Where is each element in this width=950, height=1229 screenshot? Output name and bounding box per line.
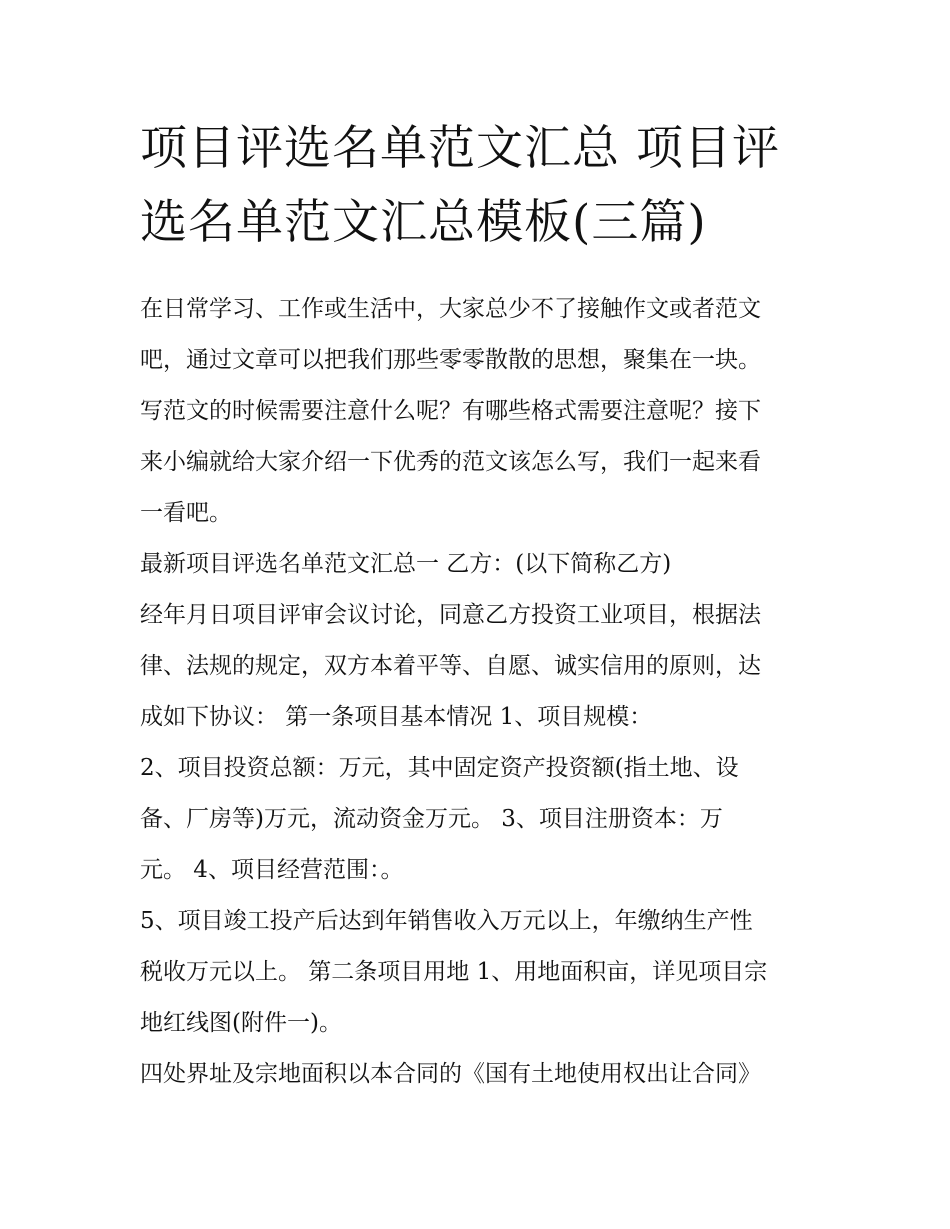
text-line: 备、厂房等)万元，流动资金万元。 3、项目注册资本：万	[140, 806, 723, 832]
text-line: 最新项目评选名单范文汇总一 乙方：(以下简称乙方)	[140, 551, 672, 577]
text-line: 来小编就给大家介绍一下优秀的范文该怎么写，我们一起来看	[140, 449, 761, 475]
text-line: 经年月日项目评审会议讨论，同意乙方投资工业项目，根据法	[140, 602, 761, 628]
text-line: 元。 4、项目经营范围：。	[140, 857, 404, 883]
document-page	[140, 112, 812, 1100]
text-line: 2、项目投资总额：万元，其中固定资产投资额(指土地、设	[140, 755, 739, 781]
investment-paragraph	[140, 743, 812, 896]
text-line: 税收万元以上。 第二条项目用地 1、用地面积亩，详见项目宗	[140, 959, 768, 985]
section-heading-paragraph	[140, 539, 812, 590]
revenue-land-paragraph	[140, 896, 812, 1049]
text-line: 律、法规的规定，双方本着平等、自愿、诚实信用的原则，达	[140, 653, 761, 679]
text-line: 吧，通过文章可以把我们那些零零散散的思想，聚集在一块。	[140, 347, 761, 373]
title-line: 选名单范文汇总模板(三篇)	[140, 195, 707, 250]
text-line: 写范文的时候需要注意什么呢？有哪些格式需要注意呢？接下	[140, 398, 761, 424]
agreement-paragraph	[140, 590, 812, 743]
text-line: 四处界址及宗地面积以本合同的《国有土地使用权出让合同》	[140, 1061, 761, 1087]
intro-paragraph	[140, 284, 812, 539]
boundary-paragraph	[140, 1049, 812, 1100]
document-title	[140, 112, 812, 260]
title-line: 项目评选名单范文汇总 项目评	[140, 121, 780, 176]
text-line: 一看吧。	[140, 500, 232, 526]
text-line: 地红线图(附件一)。	[140, 1010, 342, 1036]
text-line: 5、项目竣工投产后达到年销售收入万元以上，年缴纳生产性	[140, 908, 753, 934]
text-line: 在日常学习、工作或生活中，大家总少不了接触作文或者范文	[140, 296, 761, 322]
text-line: 成如下协议： 第一条项目基本情况 1、项目规模：	[140, 704, 653, 730]
